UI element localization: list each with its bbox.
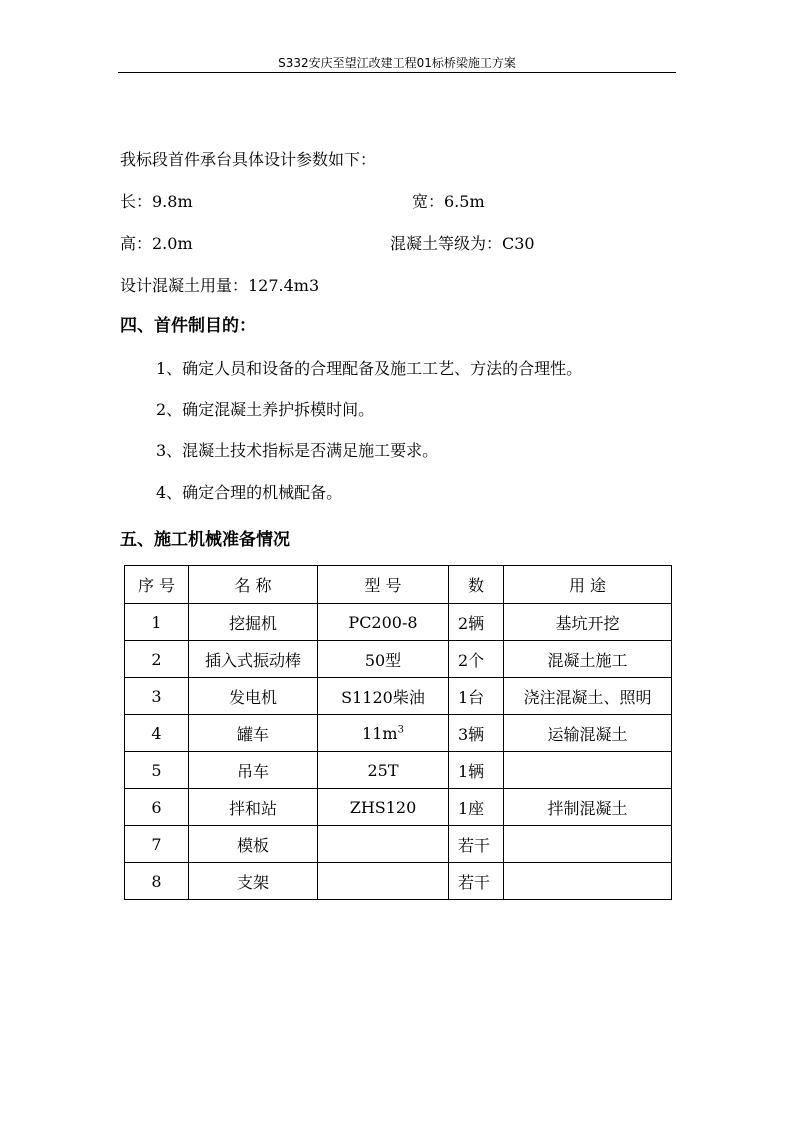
cell-qty: 若干 (449, 863, 504, 900)
cell-no: 7 (125, 826, 189, 863)
cell-name: 支架 (189, 863, 318, 900)
cell-model (318, 826, 449, 863)
cell-model: S1120柴油 (318, 678, 449, 715)
section5-heading: 五、施工机械准备情况 (120, 530, 290, 550)
cell-model: 50型 (318, 641, 449, 678)
param-concrete-grade: 混凝土等级为：C30 (390, 234, 535, 253)
cell-model: 25T (318, 752, 449, 789)
purpose-item-4: 4、确定合理的机械配备。 (156, 483, 343, 502)
cell-model-superscript: 3 (397, 724, 404, 736)
section4-heading: 四、首件制目的： (120, 316, 256, 336)
page-header: S332安庆至望江改建工程01标桥梁施工方案 (278, 56, 516, 70)
cell-model-text: 11m (362, 723, 398, 743)
purpose-item-2: 2、确定混凝土养护拆模时间。 (156, 400, 375, 419)
cell-qty: 1座 (449, 789, 504, 826)
cell-name: 罐车 (189, 715, 318, 752)
table-row (125, 752, 672, 789)
param-height: 高：2.0m (120, 234, 193, 253)
table-row (125, 604, 672, 641)
cell-no: 4 (125, 715, 189, 752)
intro-text: 我标段首件承台具体设计参数如下： (120, 150, 377, 169)
cell-qty: 1辆 (449, 752, 504, 789)
cell-name: 拌和站 (189, 789, 318, 826)
cell-no: 5 (125, 752, 189, 789)
table-header-row (125, 566, 672, 604)
cell-qty: 2个 (449, 641, 504, 678)
cell-name: 发电机 (189, 678, 318, 715)
cell-name: 挖掘机 (189, 604, 318, 641)
cell-model (318, 863, 449, 900)
cell-no: 6 (125, 789, 189, 826)
header-no: 序 号 (125, 566, 189, 604)
equipment-table (124, 565, 672, 900)
purpose-item-1: 1、确定人员和设备的合理配备及施工工艺、方法的合理性。 (156, 359, 583, 378)
cell-no: 1 (125, 604, 189, 641)
cell-qty: 1台 (449, 678, 504, 715)
header-model: 型 号 (318, 566, 449, 604)
table-row (125, 789, 672, 826)
cell-no: 2 (125, 641, 189, 678)
cell-use (504, 826, 672, 863)
table-row (125, 641, 672, 678)
table-row (125, 826, 672, 863)
cell-use: 混凝土施工 (504, 641, 672, 678)
cell-name: 吊车 (189, 752, 318, 789)
cell-model: PC200-8 (318, 604, 449, 641)
cell-use: 运输混凝土 (504, 715, 672, 752)
cell-model (318, 715, 449, 752)
purpose-item-3: 3、混凝土技术指标是否满足施工要求。 (156, 441, 439, 460)
cell-no: 3 (125, 678, 189, 715)
header-rule (118, 72, 676, 73)
cell-qty: 3辆 (449, 715, 504, 752)
param-width: 宽：6.5m (412, 192, 485, 211)
param-concrete-volume: 设计混凝土用量：127.4m3 (120, 276, 320, 295)
header-name: 名 称 (189, 566, 318, 604)
cell-use: 浇注混凝土、照明 (504, 678, 672, 715)
cell-no: 8 (125, 863, 189, 900)
cell-use: 拌制混凝土 (504, 789, 672, 826)
table-row (125, 863, 672, 900)
cell-use: 基坑开挖 (504, 604, 672, 641)
param-length: 长：9.8m (120, 192, 193, 211)
cell-use (504, 863, 672, 900)
table-row (125, 678, 672, 715)
table-row (125, 715, 672, 752)
header-use: 用 途 (504, 566, 672, 604)
cell-qty: 2辆 (449, 604, 504, 641)
cell-name: 模板 (189, 826, 318, 863)
cell-qty: 若干 (449, 826, 504, 863)
cell-use (504, 752, 672, 789)
header-qty: 数 (449, 566, 504, 604)
cell-name: 插入式振动棒 (189, 641, 318, 678)
cell-model: ZHS120 (318, 789, 449, 826)
